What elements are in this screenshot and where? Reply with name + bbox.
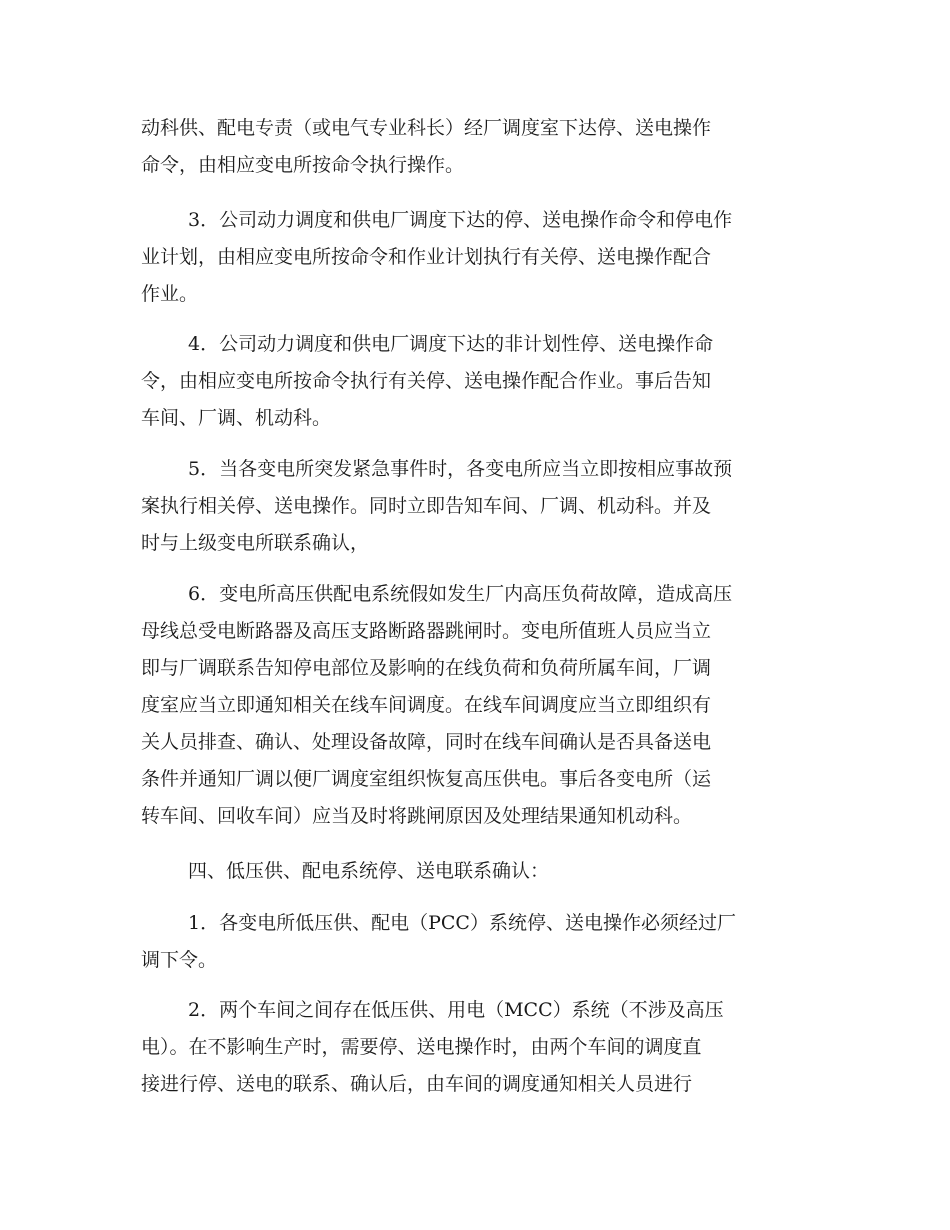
section-heading-4-line-1 (0, 851, 950, 891)
paragraph-low-voltage-2-line-1 (0, 990, 950, 1030)
text-run: 条件并通知厂调以便厂调度室组织恢复高压供电。事后各变电所（运 (141, 768, 712, 790)
paragraph-item-6-line-4 (0, 685, 950, 725)
paragraph-low-voltage-1-line-2 (0, 940, 950, 980)
paragraph-low-voltage-2-line-2 (0, 1027, 950, 1067)
text-run: 令，由相应变电所按命令执行有关停、送电操作配合作业。事后告知 (141, 370, 712, 392)
text-run: 3．公司动力调度和供电厂调度下达的停、送电操作命令和停电作 (188, 209, 733, 231)
paragraph-item-6-line-2 (0, 611, 950, 651)
paragraph-item-4-line-1 (0, 324, 950, 364)
paragraph-item-6-line-3 (0, 648, 950, 688)
paragraph-item-5-line-2 (0, 486, 950, 526)
paragraph-item-3-line-2 (0, 237, 950, 277)
text-run: 关人员排查、确认、处理设备故障，同时在线车间确认是否具备送电 (141, 731, 712, 753)
paragraph-item-5-line-1 (0, 449, 950, 489)
paragraph-low-voltage-1-line-1 (0, 903, 950, 943)
text-run: 4．公司动力调度和供电厂调度下达的非计划性停、送电操作命 (188, 333, 714, 355)
text-run: 动科供、配电专责（或电气专业科长）经厂调度室下达停、送电操作 (141, 117, 712, 139)
paragraph-item-4-line-3 (0, 398, 950, 438)
paragraph-item-5-line-3 (0, 523, 950, 563)
paragraph-item-4-line-2 (0, 361, 950, 401)
paragraph-continued-line-1 (0, 108, 950, 148)
text-run: 5．当各变电所突发紧急事件时，各变电所应当立即按相应事故预 (188, 458, 733, 480)
text-run: 6．变电所高压供配电系统假如发生厂内高压负荷故障，造成高压 (188, 583, 733, 605)
paragraph-item-6-line-1 (0, 574, 950, 614)
text-run: 转车间、回收车间）应当及时将跳闸原因及处理结果通知机动科。 (141, 805, 693, 827)
text-run: 命令，由相应变电所按命令执行操作。 (141, 154, 465, 176)
text-run: 度室应当立即通知相关在线车间调度。在线车间调度应当立即组织有 (141, 694, 712, 716)
text-run: 2．两个车间之间存在低压供、用电（MCC）系统（不涉及高压 (188, 999, 724, 1021)
paragraph-item-3-line-1 (0, 200, 950, 240)
paragraph-item-6-line-6 (0, 759, 950, 799)
paragraph-continued-line-2 (0, 145, 950, 185)
paragraph-item-6-line-5 (0, 722, 950, 762)
text-run: 接进行停、送电的联系、确认后，由车间的调度通知相关人员进行 (141, 1073, 693, 1095)
text-run: 时与上级变电所联系确认， (141, 532, 370, 554)
text-run: 案执行相关停、送电操作。同时立即告知车间、厂调、机动科。并及 (141, 495, 712, 517)
text-run: 母线总受电断路器及高压支路断路器跳闸时。变电所值班人员应当立 (141, 620, 712, 642)
paragraph-item-6-line-7 (0, 796, 950, 836)
paragraph-item-3-line-3 (0, 274, 950, 314)
text-run: 业计划，由相应变电所按命令和作业计划执行有关停、送电操作配合 (141, 246, 712, 268)
text-run: 即与厂调联系告知停电部位及影响的在线负荷和负荷所属车间，厂调 (141, 657, 712, 679)
text-run: 车间、厂调、机动科。 (141, 407, 332, 429)
text-run: 1．各变电所低压供、配电（PCC）系统停、送电操作必须经过厂 (188, 912, 736, 934)
section-heading: 四、低压供、配电系统停、送电联系确认： (188, 860, 550, 882)
text-run: 调下令。 (141, 949, 218, 971)
paragraph-low-voltage-2-line-3 (0, 1064, 950, 1104)
text-run: 作业。 (141, 283, 199, 305)
text-run: 电）。在不影响生产时，需要停、送电操作时，由两个车间的调度直 (141, 1036, 702, 1058)
